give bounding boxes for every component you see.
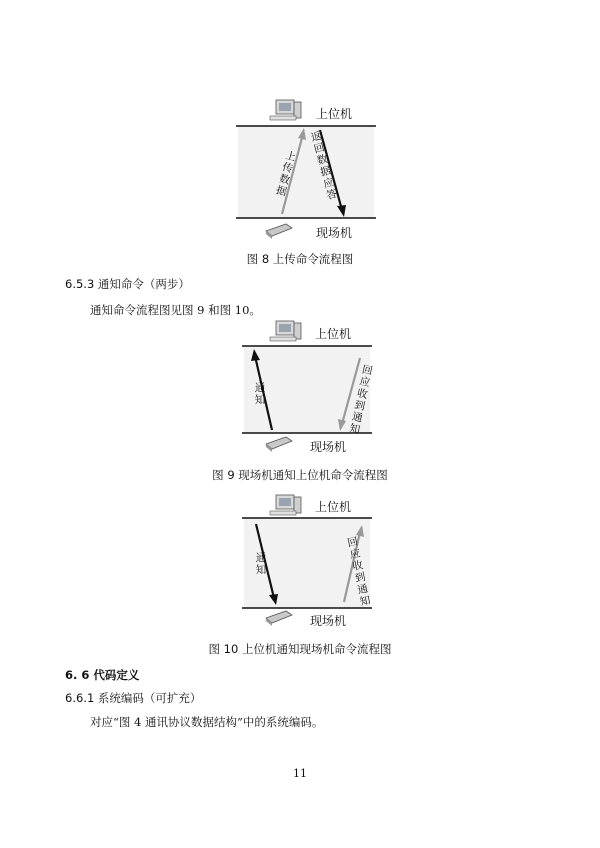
device-icon [266,611,292,626]
section-6-5-3-heading [65,276,190,292]
section-6-6-1-heading [65,690,201,706]
diagram-background [238,126,374,218]
section-title: 系统编码（可扩充） [97,691,202,705]
ack-arrow-label: 回应收到通知 [346,535,372,609]
host-label: 上位机 [315,500,352,514]
response-arrow-label: 返回数据应答 [309,129,339,203]
figure-8-caption: 图 8 上传命令流程图 [246,252,354,266]
section-title: 通知命令（两步） [97,277,190,291]
figure-10-diagram [242,494,372,634]
ack-arrow-label: 回应收到通知 [348,363,374,437]
computer-icon [270,100,301,120]
figure-9-diagram [242,318,372,458]
host-label: 上位机 [316,107,353,121]
section-number: 6.6.1 [65,691,95,705]
device-icon [266,224,292,239]
section-number: 6.5.3 [65,277,95,291]
figure-9-caption: 图 9 现场机通知上位机命令流程图 [212,468,388,482]
notify-arrow-label: 通知 [254,382,266,406]
device-label: 现场机 [316,226,353,240]
computer-icon [270,321,301,341]
upload-arrow-label: 上传数据 [274,149,298,199]
figure-10-caption: 图 10 上位机通知现场机命令流程图 [208,642,392,656]
device-icon [266,437,292,452]
figure-8-diagram [236,96,376,241]
section-6-6-heading: 6. 6 代码定义 [65,668,140,682]
page-number: 11 [293,767,307,780]
host-label: 上位机 [315,327,352,341]
computer-icon [270,495,301,515]
paragraph-6-6-1: 对应“图 4 通讯协议数据结构”中的系统编码。 [90,715,324,729]
figure-8-svg [236,96,376,241]
paragraph-6-5-3: 通知命令流程图见图 9 和图 10。 [90,303,261,317]
device-label: 现场机 [310,614,347,628]
device-label: 现场机 [310,440,347,454]
notify-arrow-label: 通知 [255,552,267,576]
